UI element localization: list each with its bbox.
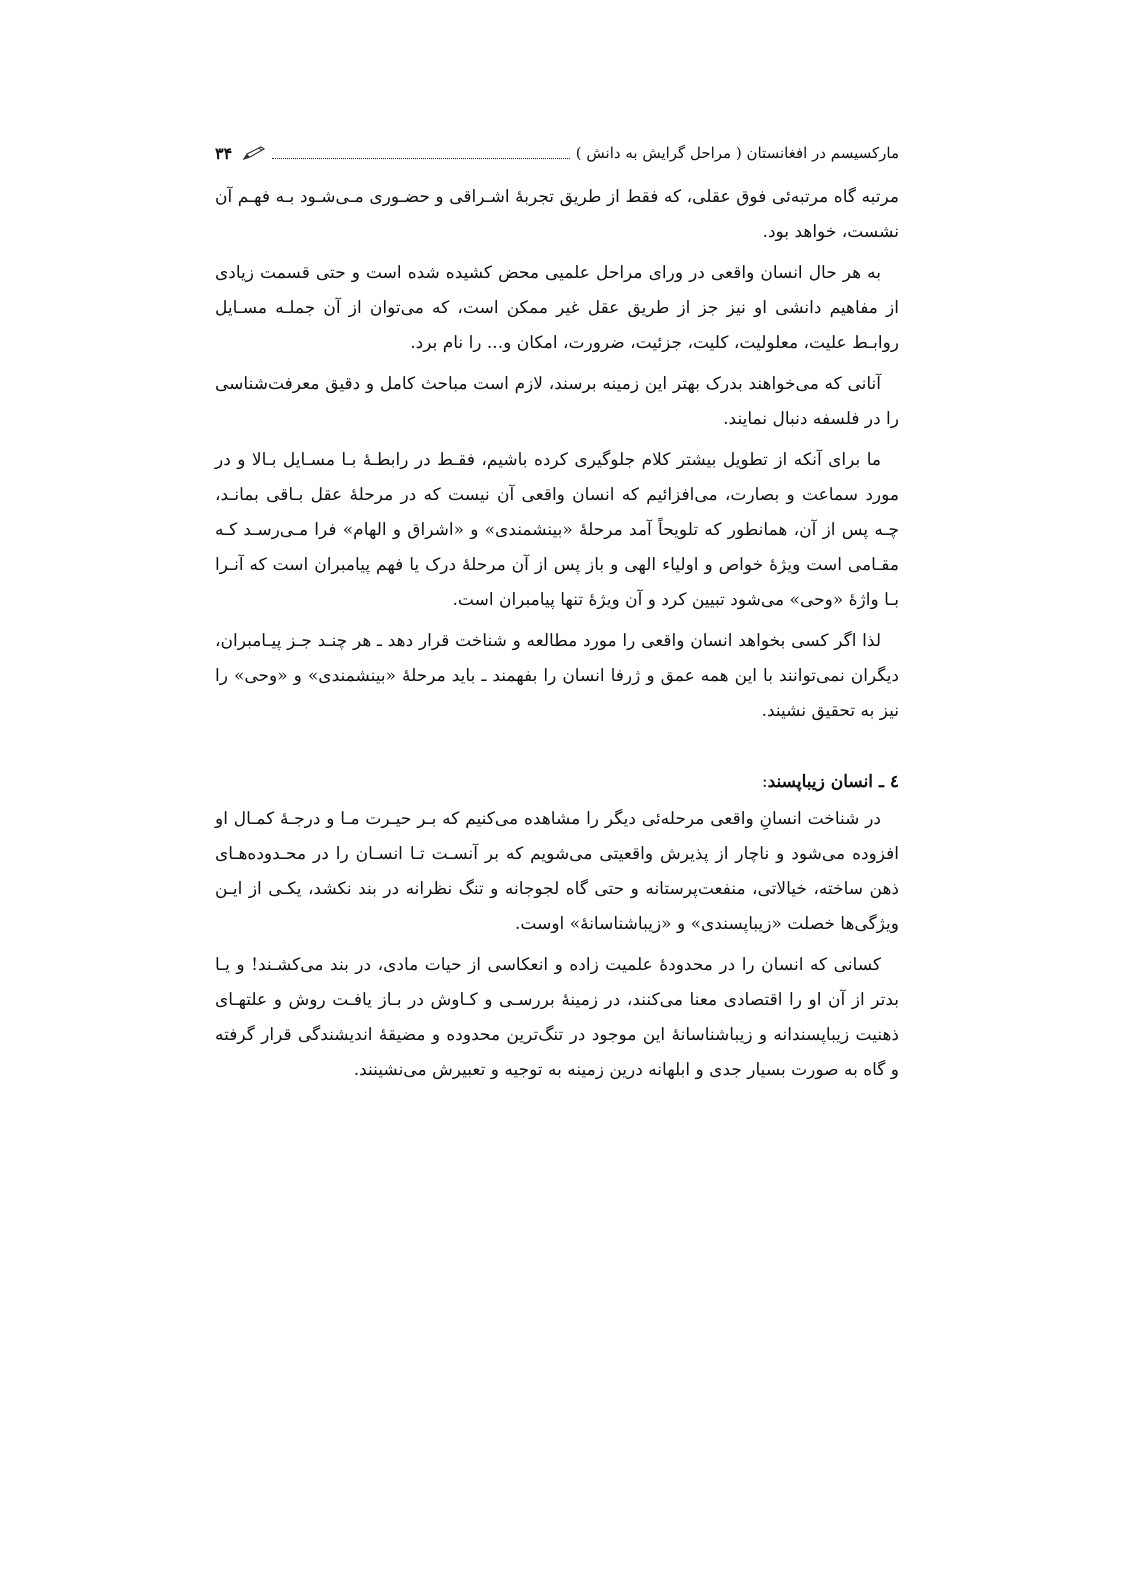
section-heading	[215, 765, 899, 800]
page-number: ۳۴	[215, 143, 233, 163]
paragraph: در شناخت انسانِ واقعی مرحله‌ئی دیگر را مشاهده می‌کنیم که بـر حیـرت مـا و درجـهٔ کمـال او افزوده می‌شود و ناچار از پذیرش واقعیتی می‌شویم که بر آنسـت تـا انسـان را در محـدوده‌هـای ذهن ساخته، خیالاتی، منفعت‌پرستانه و حتی گاه لجوجانه و تنگ نظرانه در بند نکشد، یکـی از ایـن ویژگی‌ها خصلت «زیباپسندی» و «زیباشناسانهٔ» اوست.	[215, 809, 899, 934]
header-title: مارکسیسم در افغانستان ( مراحل گرایش به دانش )	[575, 144, 899, 162]
paragraph: به هر حال انسان واقعی در ورای مراحل علمیی محض کشیده شده است و حتی قسمت زیادی از مفاهیم دانشی او نیز جز از طریق عقل غیر ممکن است، که می‌توان از آن جملـه مسـایل روابـط علیت، معلولیت، کلیت، جزئیت، ضرورت، امکان و... را نام برد.	[215, 263, 899, 353]
pencil-icon	[242, 145, 266, 161]
paragraph: ما برای آنکه از تطویل بیشتر کلام جلوگیری کرده باشیم، فقـط در رابطـهٔ بـا مسـایل بـالا و در مورد سماعت و بصارت، می‌افزائیم که انسان واقعی آن نیست که در مرحلهٔ عقل بـاقی بمانـد، چـه پس از آن، همانطور که تلویحاً آمد مرحلهٔ «بینشمندی» و «اشراق و الهام» فرا مـی‌رسـد کـه مقـامی است ویژهٔ خواص و اولیاء الهی و باز پس از آن مرحلهٔ درک یا فهم پیامبران است که آنـرا بـا واژهٔ «وحی» می‌شود تبیین کرد و آن ویژهٔ تنها پیامبران است.	[215, 450, 899, 610]
paragraph: کسانی که انسان را در محدودهٔ علمیت زاده و انعکاسی از حیات مادی، در بند می‌کشـند! و یـا بدتر از آن او را اقتصادی معنا می‌کنند، در زمینهٔ بررسـی و کـاوش در بـاز یافـت روش و علتهـای ذهنیت زیباپسندانه و زیباشناسانهٔ این موجود در تنگ‌ترین محدوده و مضیقهٔ اندیشندگی قرار گرفته و گاه به صورت بسیار جدی و ابلهانه درین زمینه به توجیه و تعبیرش می‌نشینند.	[215, 955, 899, 1080]
paragraph: لذا اگر کسی بخواهد انسان واقعی را مورد مطالعه و شناخت قرار دهد ـ هر چنـد جـز پیـامبران، دیگران نمی‌توانند با این همه عمق و ژرفا انسان را بفهمند ـ باید مرحلهٔ «بینشمندی» و «وحی» را نیز به تحقیق نشیند.	[215, 631, 899, 721]
running-header	[215, 140, 899, 166]
paragraph: مرتبه گاه مرتبه‌ئی فوق عقلی، که فقط از طریق تجربهٔ اشـراقی و حضـوری مـی‌شـود بـه فهـم آن نشست، خواهد بود.	[215, 187, 899, 242]
page-body	[215, 180, 899, 1094]
section-heading-text: ٤ ـ انسان زیباپسند	[767, 772, 899, 792]
paragraph: آنانی که می‌خواهند بدرک بهتر این زمینه برسند، لازم است مباحث کامل و دقیق معرفت‌شناسی را در فلسفه دنبال نمایند.	[215, 374, 899, 429]
header-dotted-leader	[272, 148, 570, 159]
section-heading-colon: :	[761, 772, 768, 792]
